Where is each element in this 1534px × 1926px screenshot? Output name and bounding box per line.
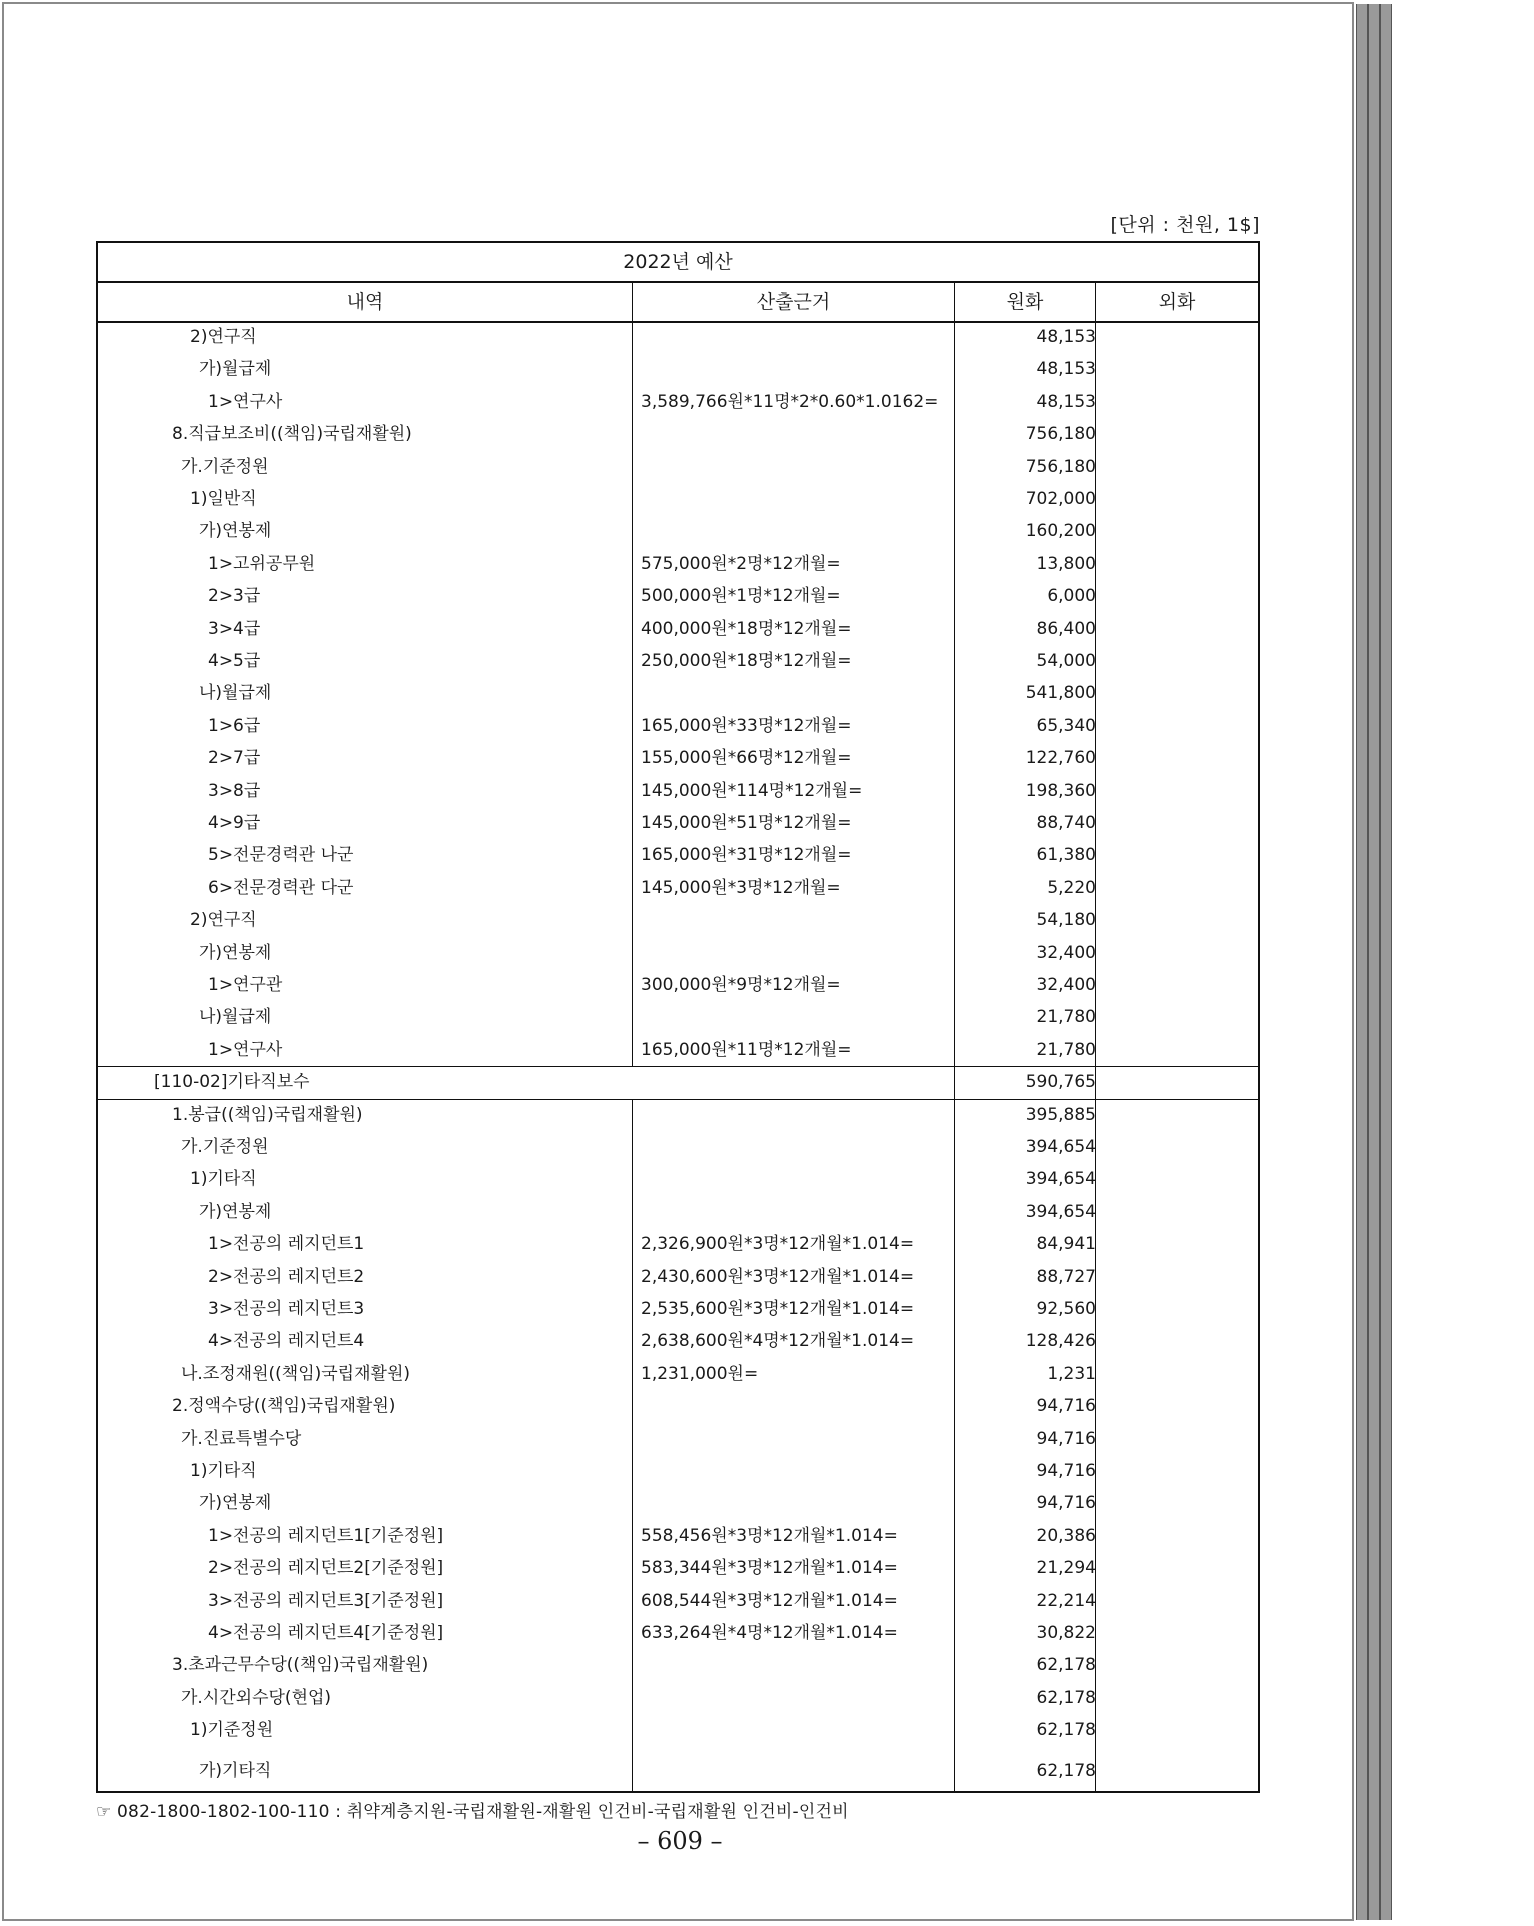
row-description: 3>전공의 레지던트3 — [208, 1299, 365, 1319]
page-number: – 609 – — [637, 1827, 723, 1855]
row-basis: 3,589,766원*11명*2*0.60*1.0162= — [641, 391, 939, 412]
row-description: 1>전공의 레지던트1 — [208, 1234, 365, 1255]
row-description: 4>전공의 레지던트4 — [208, 1331, 365, 1352]
row-description: 3>전공의 레지던트3[기준정원] — [208, 1590, 444, 1611]
header-foreign: 외화 — [1158, 291, 1196, 313]
row-won-amount: 128,426 — [1025, 1331, 1096, 1352]
row-description: 3>8급 — [208, 780, 261, 801]
row-won-amount: 13,800 — [1036, 553, 1096, 574]
row-won-amount: 48,153 — [1036, 359, 1096, 380]
row-won-amount: 394,654 — [1025, 1201, 1096, 1222]
row-won-amount: 88,727 — [1036, 1266, 1096, 1287]
row-description: 가)연봉제 — [199, 1493, 272, 1514]
row-won-amount: 122,760 — [1025, 748, 1096, 769]
row-description: 1>연구사 — [208, 1039, 283, 1060]
header-desc: 내역 — [346, 291, 384, 313]
row-basis: 300,000원*9명*12개월= — [641, 975, 841, 995]
budget-table — [96, 241, 1260, 1793]
row-won-amount: 94,716 — [1036, 1493, 1096, 1514]
row-basis: 400,000원*18명*12개월= — [641, 618, 852, 639]
row-description: 1>연구사 — [208, 391, 283, 412]
row-basis: 250,000원*18명*12개월= — [641, 651, 852, 671]
row-won-amount: 590,765 — [1025, 1072, 1096, 1093]
row-description: 4>5급 — [208, 651, 261, 671]
row-won-amount: 92,560 — [1036, 1299, 1096, 1319]
row-basis: 165,000원*31명*12개월= — [641, 845, 852, 866]
row-won-amount: 61,380 — [1036, 845, 1096, 866]
row-description: 1>전공의 레지던트1[기준정원] — [208, 1525, 444, 1546]
row-basis: 2,535,600원*3명*12개월*1.014= — [641, 1299, 915, 1319]
row-description: 4>9급 — [208, 813, 261, 833]
page-stack-edge — [1356, 4, 1368, 1920]
column-divider — [632, 283, 633, 1066]
row-description: 8.직급보조비((책임)국립재활원) — [172, 424, 412, 445]
row-basis: 165,000원*11명*12개월= — [641, 1039, 852, 1060]
row-basis: 155,000원*66명*12개월= — [641, 748, 852, 769]
row-description: 1)기준정원 — [190, 1720, 274, 1741]
row-won-amount: 21,294 — [1036, 1558, 1096, 1579]
row-description: 2>전공의 레지던트2 — [208, 1266, 365, 1287]
row-description: 1>연구관 — [208, 975, 283, 995]
row-description: 가.기준정원 — [181, 456, 269, 477]
row-basis: 145,000원*51명*12개월= — [641, 813, 852, 833]
row-description: 2>전공의 레지던트2[기준정원] — [208, 1558, 444, 1579]
row-description: 나.조정재원((책임)국립재활원) — [181, 1363, 410, 1384]
row-description: 1)기타직 — [190, 1169, 257, 1190]
row-won-amount: 22,214 — [1036, 1590, 1096, 1611]
row-description: 1>6급 — [208, 715, 261, 736]
row-won-amount: 21,780 — [1036, 1039, 1096, 1060]
unit-label: [단위 : 천원, 1$] — [1110, 214, 1260, 236]
row-description: 5>전문경력관 나군 — [208, 845, 354, 866]
row-description: 가)기타직 — [199, 1760, 272, 1781]
row-won-amount: 32,400 — [1036, 942, 1096, 963]
row-won-amount: 5,220 — [1047, 877, 1096, 898]
row-won-amount: 94,716 — [1036, 1396, 1096, 1417]
header-won: 원화 — [1006, 291, 1044, 313]
row-description: 2)연구직 — [190, 910, 257, 931]
row-won-amount: 395,885 — [1025, 1104, 1096, 1125]
row-description: [110-02]기타직보수 — [154, 1072, 310, 1093]
row-won-amount: 62,178 — [1036, 1687, 1096, 1708]
row-basis: 145,000원*114명*12개월= — [641, 780, 863, 801]
account-code-footnote: ☞ 082-1800-1802-100-110 : 취약계층지원-국립재활원-재활원 인건비-국립재활원 인건비-인건비 — [96, 1802, 849, 1822]
row-won-amount: 62,178 — [1036, 1760, 1096, 1781]
row-description: 2.정액수당((책임)국립재활원) — [172, 1396, 396, 1417]
row-basis: 145,000원*3명*12개월= — [641, 877, 841, 898]
row-basis: 558,456원*3명*12개월*1.014= — [641, 1525, 898, 1546]
header-basis: 산출근거 — [756, 291, 831, 313]
row-description: 2)연구직 — [190, 327, 257, 347]
row-description: 가)연봉제 — [199, 942, 272, 963]
row-description: 3.초과근무수당((책임)국립재활원) — [172, 1655, 429, 1676]
row-won-amount: 160,200 — [1025, 521, 1096, 542]
row-basis: 608,544원*3명*12개월*1.014= — [641, 1590, 898, 1611]
row-description: 가.시간외수당(현업) — [181, 1687, 332, 1708]
row-won-amount: 20,386 — [1036, 1525, 1096, 1546]
row-won-amount: 21,780 — [1036, 1007, 1096, 1028]
row-won-amount: 756,180 — [1025, 424, 1096, 445]
row-description: 가)연봉제 — [199, 1201, 272, 1222]
row-description: 나)월급제 — [199, 683, 272, 704]
row-description: 가.기준정원 — [181, 1137, 269, 1157]
row-description: 1)일반직 — [190, 489, 257, 509]
page-stack-edge — [1380, 4, 1392, 1920]
row-won-amount: 32,400 — [1036, 975, 1096, 995]
row-basis: 500,000원*1명*12개월= — [641, 586, 841, 607]
row-won-amount: 62,178 — [1036, 1720, 1096, 1741]
row-won-amount: 702,000 — [1025, 489, 1096, 509]
row-won-amount: 6,000 — [1047, 586, 1096, 607]
row-description: 가.진료특별수당 — [181, 1428, 302, 1449]
row-won-amount: 54,180 — [1036, 910, 1096, 931]
row-won-amount: 84,941 — [1036, 1234, 1096, 1255]
row-description: 1>고위공무원 — [208, 553, 316, 574]
row-basis: 633,264원*4명*12개월*1.014= — [641, 1623, 898, 1643]
row-basis: 575,000원*2명*12개월= — [641, 553, 841, 574]
row-basis: 2,430,600원*3명*12개월*1.014= — [641, 1266, 915, 1287]
row-description: 3>4급 — [208, 618, 261, 639]
row-won-amount: 541,800 — [1025, 683, 1096, 704]
row-description: 6>전문경력관 다군 — [208, 877, 354, 898]
column-divider — [632, 1099, 633, 1791]
row-description: 2>3급 — [208, 586, 261, 607]
row-basis: 1,231,000원= — [641, 1363, 759, 1384]
row-description: 가)월급제 — [199, 359, 272, 380]
row-won-amount: 62,178 — [1036, 1655, 1096, 1676]
row-won-amount: 30,822 — [1036, 1623, 1096, 1643]
row-description: 2>7급 — [208, 748, 261, 769]
row-won-amount: 48,153 — [1036, 391, 1096, 412]
table-title: 2022년 예산 — [98, 243, 1258, 283]
row-basis: 165,000원*33명*12개월= — [641, 715, 852, 736]
row-won-amount: 54,000 — [1036, 651, 1096, 671]
row-description: 가)연봉제 — [199, 521, 272, 542]
row-basis: 583,344원*3명*12개월*1.014= — [641, 1558, 898, 1579]
row-basis: 2,326,900원*3명*12개월*1.014= — [641, 1234, 915, 1255]
row-won-amount: 198,360 — [1025, 780, 1096, 801]
row-basis: 2,638,600원*4명*12개월*1.014= — [641, 1331, 915, 1352]
row-won-amount: 394,654 — [1025, 1137, 1096, 1157]
row-description: 1)기타직 — [190, 1461, 257, 1481]
row-won-amount: 756,180 — [1025, 456, 1096, 477]
row-won-amount: 394,654 — [1025, 1169, 1096, 1190]
row-description: 4>전공의 레지던트4[기준정원] — [208, 1623, 444, 1643]
row-won-amount: 86,400 — [1036, 618, 1096, 639]
row-won-amount: 48,153 — [1036, 327, 1096, 347]
row-description: 나)월급제 — [199, 1007, 272, 1028]
row-won-amount: 88,740 — [1036, 813, 1096, 833]
row-won-amount: 94,716 — [1036, 1428, 1096, 1449]
page-stack-edge — [1368, 4, 1380, 1920]
row-description: 1.봉급((책임)국립재활원) — [172, 1104, 363, 1125]
row-won-amount: 1,231 — [1047, 1363, 1096, 1384]
column-divider — [954, 283, 955, 1791]
row-won-amount: 65,340 — [1036, 715, 1096, 736]
row-won-amount: 94,716 — [1036, 1461, 1096, 1481]
